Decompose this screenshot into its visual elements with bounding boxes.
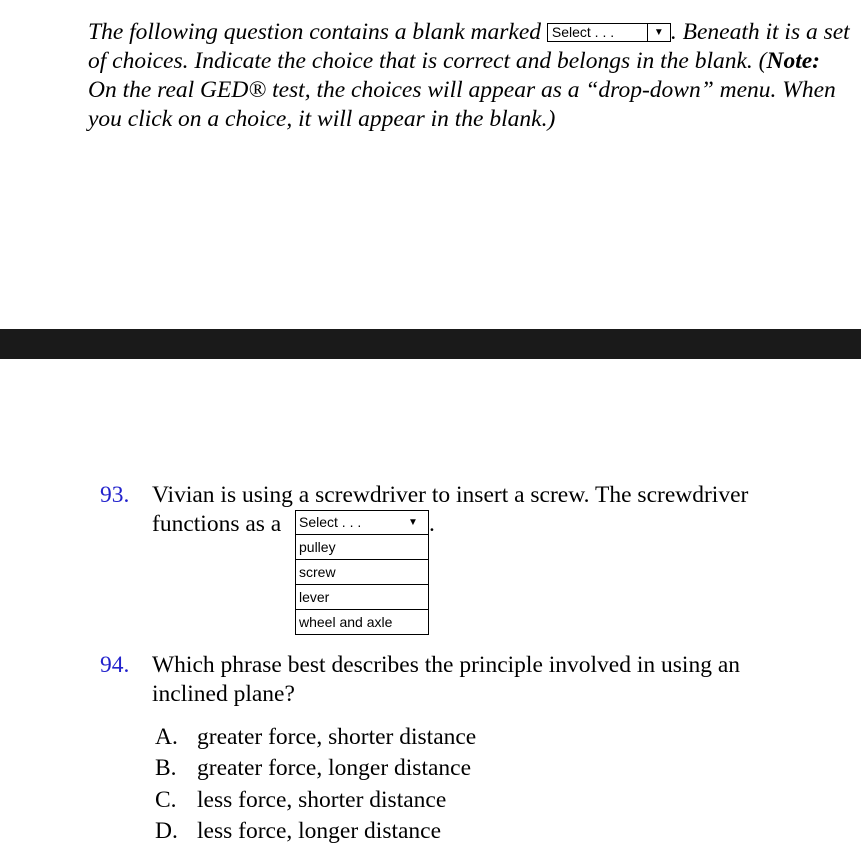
option-text: greater force, shorter distance <box>197 724 477 750</box>
chevron-down-icon[interactable]: ▼ <box>408 517 418 528</box>
sentence-period: . <box>429 511 435 537</box>
answer-dropdown[interactable] <box>295 510 429 635</box>
question-text-line-2: functions as a <box>152 511 282 537</box>
option-c[interactable] <box>155 785 476 816</box>
option-text: less force, shorter distance <box>197 786 447 813</box>
question-number: 93. <box>100 482 130 508</box>
option-b[interactable] <box>155 753 476 784</box>
option-letter: C. <box>155 786 177 813</box>
option-letter: B. <box>155 755 177 782</box>
instructions-text-1: The following question contains a blank marked <box>88 19 541 45</box>
option-letter: A. <box>155 724 178 750</box>
instructions-text-2: . Beneath it is a set of choices. Indicate the choice that is correct and belongs in the blank. ( <box>88 19 850 74</box>
dropdown-placeholder: Select . . . <box>299 514 362 530</box>
option-d[interactable] <box>155 816 476 847</box>
dropdown-option-screw[interactable]: screw <box>295 560 429 585</box>
instructions-text-3: On the real GED® test, the choices will appear as a “drop-down” menu. When you click on a choice, it will appear in the blank.) <box>88 77 836 132</box>
option-text: less force, longer distance <box>197 817 442 844</box>
sample-select-label: Select . . . <box>551 24 615 40</box>
option-letter: D. <box>155 817 178 844</box>
dropdown-option-wheel-and-axle[interactable]: wheel and axle <box>295 610 429 635</box>
question-text <box>152 481 842 539</box>
question-text-line-1: Vivian is using a screwdriver to insert a screw. The screwdriver <box>152 482 749 508</box>
page-divider-bar <box>0 329 861 359</box>
dropdown-option-pulley[interactable]: pulley <box>295 535 429 560</box>
answer-options <box>155 722 476 847</box>
instructions-paragraph <box>88 18 854 134</box>
sample-select-box <box>547 23 671 42</box>
question-text: Which phrase best describes the principle involved in using an inclined plane? <box>152 652 740 707</box>
note-label: Note: <box>766 48 821 74</box>
option-text: greater force, longer distance <box>197 755 472 782</box>
dropdown-select[interactable] <box>295 510 429 535</box>
chevron-down-icon: ▼ <box>647 24 670 41</box>
question-number: 94. <box>100 652 130 678</box>
dropdown-option-lever[interactable]: lever <box>295 585 429 610</box>
option-a[interactable] <box>155 722 476 753</box>
